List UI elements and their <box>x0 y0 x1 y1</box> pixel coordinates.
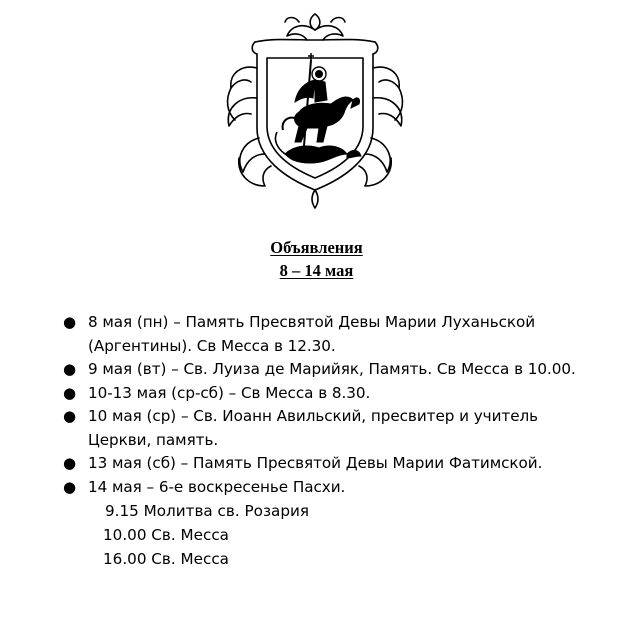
announcement-text: 14 мая – 6-е воскресенье Пасхи. <box>88 477 346 496</box>
schedule-item: 9.15 Молитва св. Розария <box>105 502 309 520</box>
bullet-icon: ● <box>63 477 77 496</box>
announcement-list <box>0 311 633 571</box>
bullet-icon: ● <box>63 383 77 402</box>
coat-of-arms-emblem <box>215 8 415 213</box>
bullet-icon: ● <box>63 360 77 378</box>
schedule-item: 16.00 Св. Месса <box>103 550 229 568</box>
announcement-text: 8 мая (пн) – Память Пресвятой Девы Марии Луханьской <box>88 313 536 331</box>
announcement-text: Церкви, память. <box>88 430 219 449</box>
bullet-icon: ● <box>63 407 77 425</box>
announcement-text: 10 мая (ср) – Св. Иоанн Авильский, пресвитер и учитель <box>88 407 539 425</box>
announcement-text: (Аргентины). Св Месса в 12.30. <box>88 336 336 355</box>
bullet-icon: ● <box>63 454 77 472</box>
date-range: 8 – 14 мая <box>279 261 354 280</box>
list-item <box>0 382 633 406</box>
list-item <box>0 452 633 476</box>
list-item <box>0 358 633 382</box>
list-item <box>0 405 633 452</box>
announcement-text: 13 мая (сб) – Память Пресвятой Девы Марии Фатимской. <box>88 454 543 472</box>
announcement-text: 9 мая (вт) – Св. Луиза де Марийяк, Память. Св Месса в 10.00. <box>88 360 576 378</box>
page-title: Объявления <box>270 238 363 257</box>
list-item <box>0 476 633 500</box>
schedule-item: 10.00 Св. Месса <box>103 526 229 544</box>
bullet-icon: ● <box>63 313 77 331</box>
announcement-text: 10-13 мая (ср-сб) – Св Месса в 8.30. <box>88 383 371 402</box>
list-item <box>0 311 633 358</box>
